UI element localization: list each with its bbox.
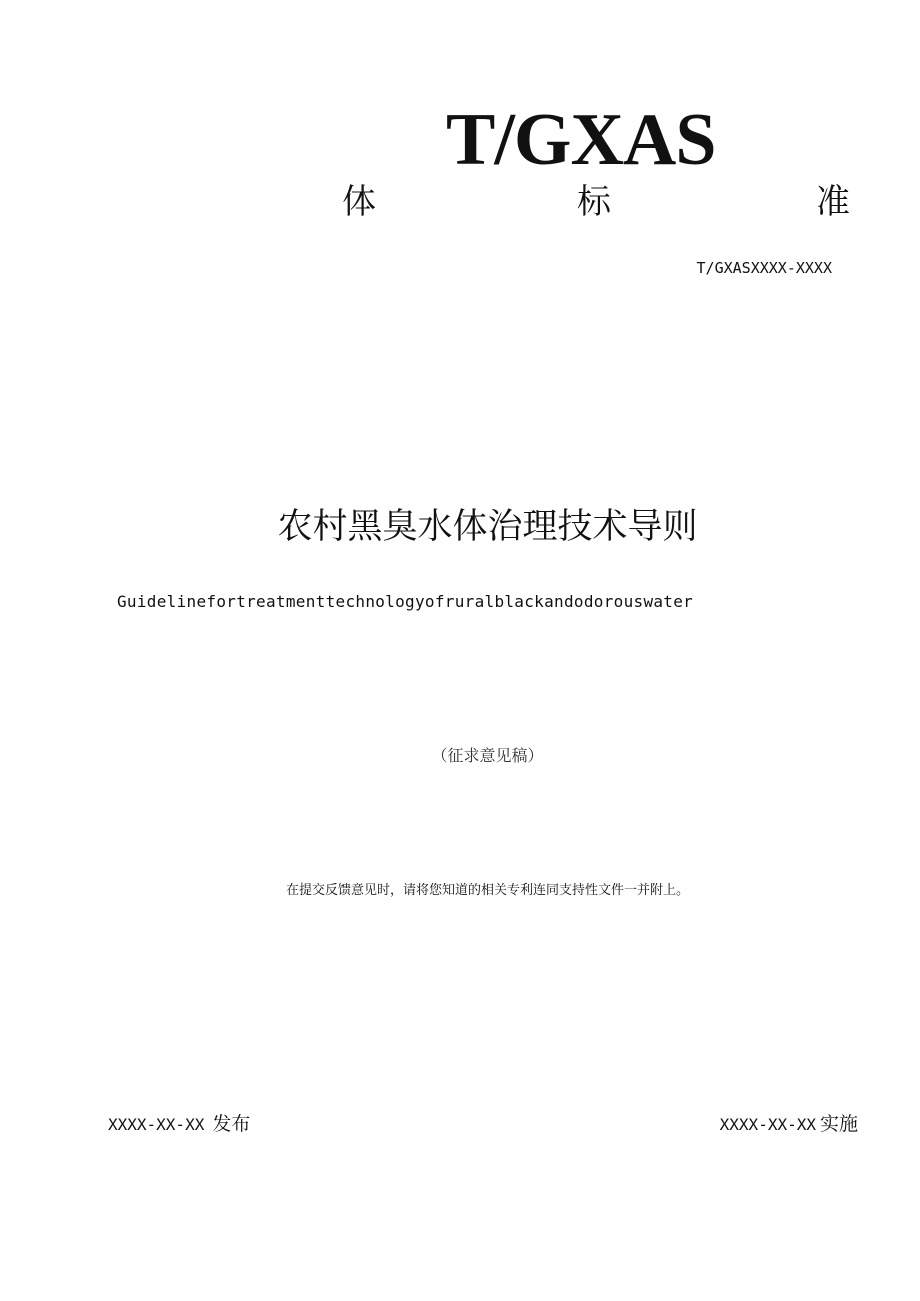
- standard-type-char-3: 准: [816, 182, 850, 222]
- standard-number: T/GXASXXXX-XXXX: [696, 259, 832, 277]
- document-title-english: Guidelinefortreatmenttechnologyofruralblackandodorouswater: [117, 592, 694, 611]
- implement-label: 实施: [819, 1113, 858, 1135]
- implement-date: XXXX-XX-XX: [719, 1115, 816, 1134]
- patent-notice: 在提交反馈意见时，请将您知道的相关专利连同支持性文件一并附上。: [285, 883, 689, 898]
- publish-date-row: [108, 1112, 250, 1137]
- publish-date: XXXX-XX-XX: [108, 1115, 205, 1134]
- organization-code: T/GXAS: [446, 99, 716, 181]
- draft-status-note: （征求意见稿）: [431, 746, 544, 765]
- implement-date-row: [720, 1112, 858, 1137]
- publish-label: 发布: [212, 1113, 251, 1135]
- document-title-chinese: 农村黑臭水体治理技术导则: [277, 507, 698, 547]
- standard-type-char-1: 体: [342, 182, 376, 222]
- standard-type-char-2: 标: [577, 182, 611, 222]
